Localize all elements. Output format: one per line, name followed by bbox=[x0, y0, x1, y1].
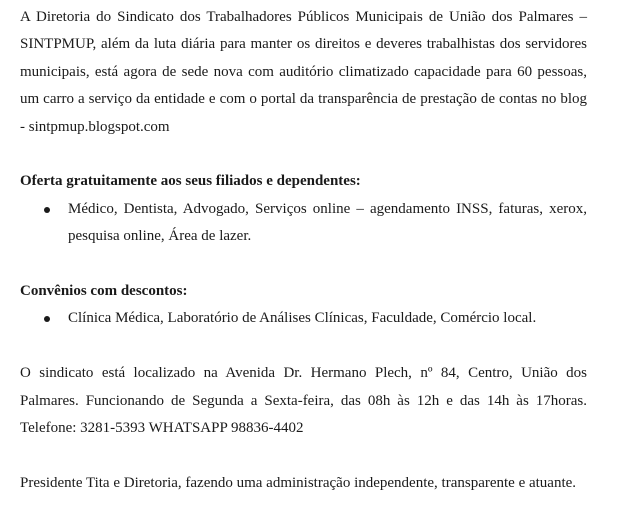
agreements-heading: Convênios com descontos: bbox=[20, 283, 188, 300]
list-item-text: Médico, Dentista, Advogado, Serviços online – agendamento INSS, faturas, xerox, pesquisa online, Área de lazer. bbox=[68, 200, 587, 245]
bullet-icon bbox=[44, 207, 50, 213]
bullet-icon bbox=[44, 316, 50, 322]
spacer bbox=[20, 442, 587, 469]
spacer bbox=[20, 251, 587, 278]
closing-paragraph: Presidente Tita e Diretoria, fazendo uma administração independente, transparente e atuante. bbox=[20, 474, 577, 491]
spacer bbox=[20, 141, 587, 168]
agreements-list bbox=[20, 305, 587, 332]
location-paragraph: O sindicato está localizado na Avenida Dr. Hermano Plech, nº 84, Centro, União dos Palmares. Funcionando de Segunda a Sexta-feira, das 08h às 12h e das 14h às 17horas. Telefone: 3281-5393 WHATSAPP 98836-4402 bbox=[20, 365, 587, 437]
spacer bbox=[20, 333, 587, 360]
list-item bbox=[20, 305, 587, 332]
list-item-text: Clínica Médica, Laboratório de Análises Clínicas, Faculdade, Comércio local. bbox=[68, 310, 537, 327]
list-item bbox=[20, 196, 587, 251]
document-body bbox=[20, 4, 587, 497]
intro-paragraph: A Diretoria do Sindicato dos Trabalhadores Públicos Municipais de União dos Palmares – SINTPMUP, além da luta diária para manter os direitos e deveres trabalhistas dos servidores municipais, está agora de sede nova com auditório climatizado capacidade para 60 pessoas, um carro a serviço da entidade e com o portal da transparência de prestação de contas no blog - sintpmup.blogspot.com bbox=[20, 9, 587, 135]
offer-heading: Oferta gratuitamente aos seus filiados e dependentes: bbox=[20, 173, 361, 190]
offer-list bbox=[20, 196, 587, 251]
